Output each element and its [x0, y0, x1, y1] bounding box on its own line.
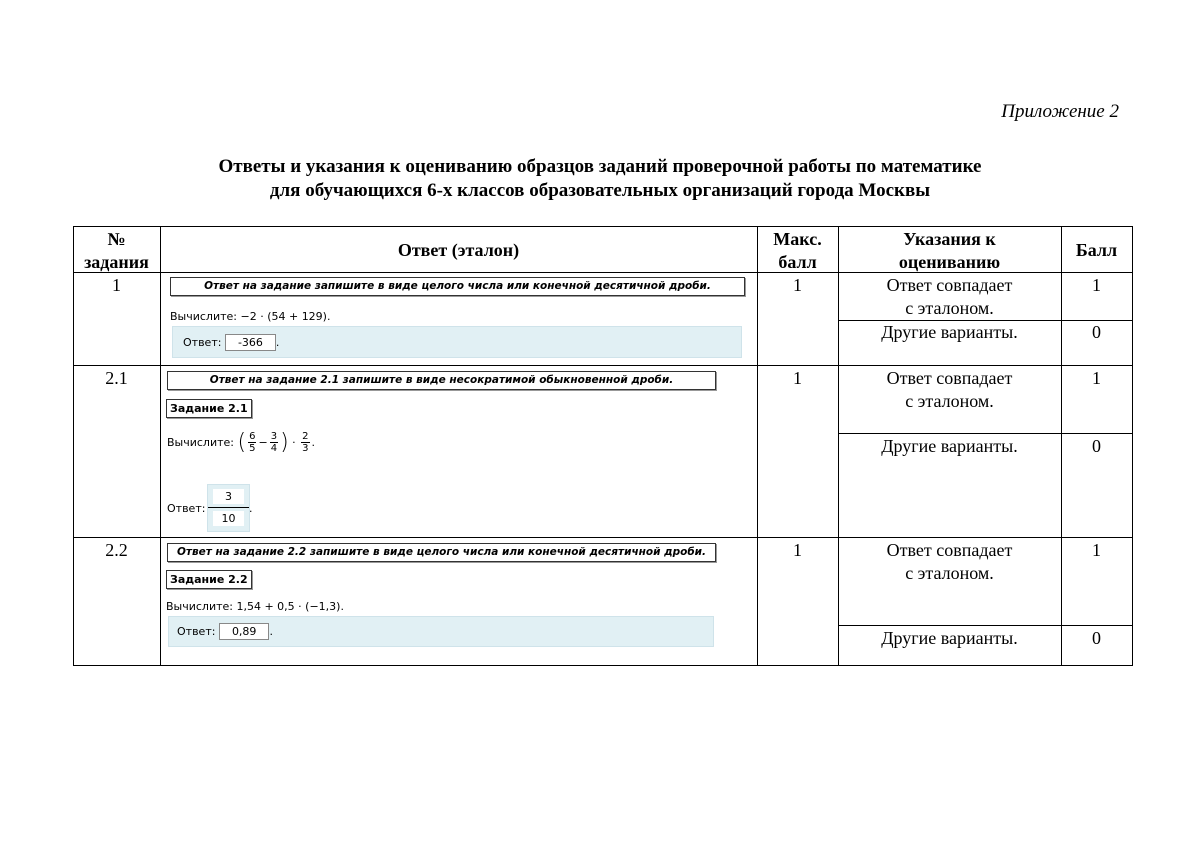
task-number: 1 [112, 275, 121, 295]
answer-label: Ответ: [177, 625, 216, 638]
guideline-match: Ответ совпадает с эталоном. [886, 540, 1013, 583]
compute-expression: Вычислите: ( $\frac{6}{5}$ − $\frac{3}{4}$ ) · $\frac{2}{3}$ . [167, 430, 316, 455]
score-match: 1 [1092, 275, 1101, 295]
score-other: 0 [1092, 436, 1101, 456]
max-score: 1 [793, 275, 802, 295]
task-label: Задание 2.1 [166, 399, 252, 418]
document-title [0, 155, 1200, 203]
answer-panel: Ответ: 0,89 . [168, 616, 714, 647]
answer-numerator: 3 [213, 489, 244, 504]
score-other: 0 [1092, 628, 1101, 648]
max-score: 1 [793, 368, 802, 388]
answer-value: 0,89 [219, 623, 270, 640]
answer-denominator: 10 [213, 511, 244, 526]
instruction-box: Ответ на задание 2.2 запишите в виде целого числа или конечной десятичной дроби. [167, 543, 716, 562]
guideline-other: Другие варианты. [881, 436, 1018, 456]
instruction-box: Ответ на задание запишите в виде целого числа или конечной десятичной дроби. [170, 277, 745, 296]
header-number: № задания [84, 229, 149, 272]
guideline-match: Ответ совпадает с эталоном. [886, 275, 1013, 318]
compute-expression: Вычислите: 1,54 + 0,5 · (−1,3). [166, 600, 344, 613]
max-score: 1 [793, 540, 802, 560]
answer-panel [207, 484, 250, 532]
guideline-match: Ответ совпадает с эталоном. [886, 368, 1013, 411]
header-score: Балл [1075, 240, 1118, 260]
score-match: 1 [1092, 368, 1101, 388]
task-label: Задание 2.2 [166, 570, 252, 589]
header-guidelines: Указания к оцениванию [898, 229, 1001, 272]
title-line-2: для обучающихся 6-х классов образовательных организаций города Москвы [269, 180, 931, 201]
score-match: 1 [1092, 540, 1101, 560]
task-number: 2.1 [105, 368, 128, 388]
title-line-1: Ответы и указания к оцениванию образцов заданий проверочной работы по математике [218, 156, 982, 177]
answer-panel: Ответ: -366 . [172, 326, 742, 358]
instruction-box: Ответ на задание 2.1 запишите в виде несократимой обыкновенной дроби. [167, 371, 716, 390]
header-max-score: Макс. балл [773, 229, 822, 272]
guideline-other: Другие варианты. [881, 628, 1018, 648]
appendix-label: Приложение 2 [1001, 101, 1119, 122]
guideline-other: Другие варианты. [881, 322, 1018, 342]
compute-expression: Вычислите: −2 · (54 + 129). [170, 310, 331, 323]
task-number: 2.2 [105, 540, 128, 560]
answer-label: Ответ: [167, 502, 206, 515]
document-page: Приложение 2 Ответы и указания к оцениванию образцов заданий проверочной работы по математике для обучающихся 6-х классов образовательных организаций города Москвы № задания Ответ (эталон) Макс. балл Указания к оцениванию Балл 1 Ответ на задание запишите в виде целого числа или конечной десятичной дроби. Вычислите: −2 · (54 + 129). Ответ: -366 . 1 Ответ совпадает с эталоном. 1 Другие варианты. 0 2.1 Ответ на задание 2.1 запишите в виде несократимой обыкновенной дроби. Задание 2.1 Вычислите: ( $\frac{6}{5}$ − $\frac{3}{4}$ ) · $\frac{2}{3}$ . Ответ: 3 10 . 1 Ответ совпадает с эталоном. 1 Другие варианты. 0 2.2 Ответ на задание 2.2 запишите в виде целого числа или конечной десятичной дроби. Задание 2.2 Вычислите: 1,54 + 0,5 · (−1,3). Ответ: 0,89 . 1 Ответ совпадает с эталоном. 1 Другие варианты. 0 [0, 0, 1200, 849]
header-answer: Ответ (эталон) [397, 240, 520, 260]
answer-label: Ответ: [183, 336, 222, 349]
score-other: 0 [1092, 322, 1101, 342]
answer-value: -366 [225, 334, 276, 351]
